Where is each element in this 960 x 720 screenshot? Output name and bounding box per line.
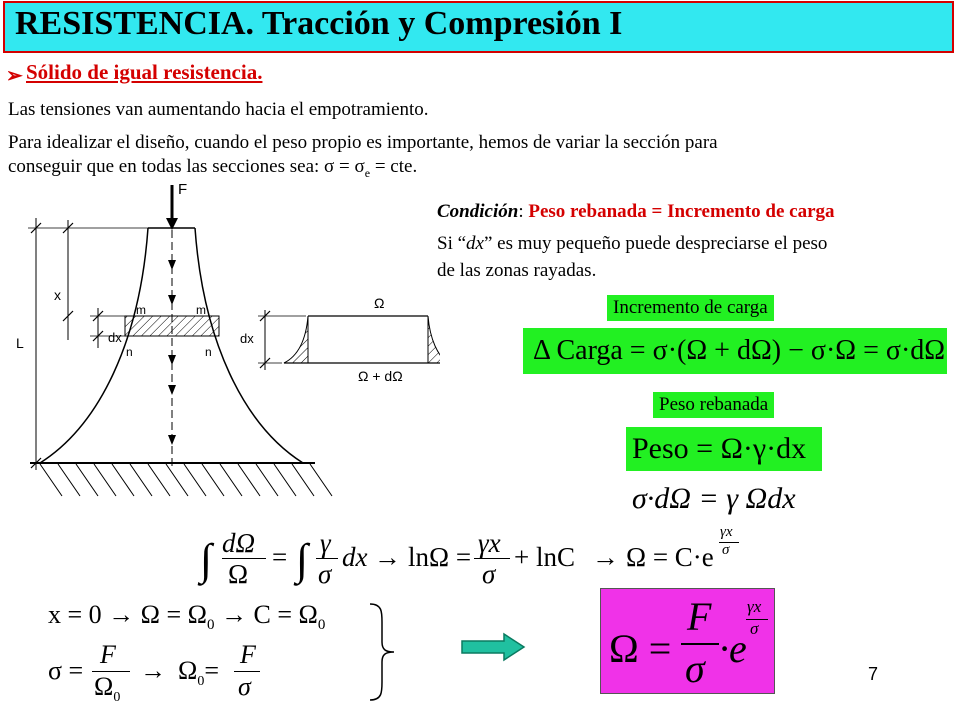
exp-den: σ: [722, 542, 730, 558]
frac4-num: F: [100, 640, 116, 669]
page-number: 7: [868, 664, 879, 684]
fig-label-n-right: n: [205, 345, 212, 359]
section-heading: Sólido de igual resistencia.: [26, 60, 263, 84]
eq-peso: Peso = Ω·γ·dx: [626, 427, 822, 471]
result-lhs: Ω =: [609, 626, 672, 671]
frac5-den: σ: [238, 672, 251, 701]
body-line-2: Para idealizar el diseño, cuando el peso propio es importante, hemos de variar la sección para: [8, 132, 718, 153]
fig-label-x: x: [54, 287, 61, 303]
body-line-1: Las tensiones van aumentando hacia el empotramiento.: [8, 99, 429, 120]
condition-line: [437, 200, 835, 223]
result-exp-den: σ: [750, 619, 759, 638]
integral-equals: =: [272, 542, 288, 572]
x0-c-text: → C = Ω: [214, 600, 318, 629]
result-num: F: [687, 594, 712, 639]
body-line-3-suffix: = cte.: [370, 156, 418, 177]
fig-label-m-right: m: [196, 303, 206, 317]
implies-arrow-icon: [460, 632, 526, 662]
condition-note-1: [437, 232, 827, 255]
frac4-den: [94, 672, 120, 706]
fig-label-dx: dx: [108, 330, 122, 345]
integral-sign-2: ∫: [296, 535, 309, 584]
frac2-den: σ: [318, 559, 332, 589]
fig-label-L: L: [16, 335, 24, 351]
eq-sigma-f: [48, 640, 268, 706]
note-var-dx: dx: [466, 233, 484, 254]
arrow-1: →: [374, 542, 401, 572]
result-exp-num: γx: [747, 597, 762, 616]
x0-text: x = 0 → Ω = Ω: [48, 600, 207, 629]
sigma-eq: σ =: [48, 656, 84, 685]
omega0-lhs: [178, 656, 219, 690]
frac3-den: σ: [482, 559, 496, 589]
omega-c-e: Ω = C·e: [626, 542, 714, 572]
x0-sub-2: 0: [317, 617, 326, 634]
fig-label-n-left: n: [126, 345, 133, 359]
condition-note-2: de las zonas rayadas.: [437, 260, 597, 281]
result-box: [600, 588, 775, 694]
frac1-den: Ω: [228, 559, 249, 589]
frac3-num: γx: [478, 528, 501, 558]
condition-colon: :: [518, 201, 529, 222]
omega0-symbol: Ω: [178, 656, 198, 685]
hatched-zone-right: [428, 316, 440, 363]
omega0-equals: =: [204, 656, 219, 685]
fig-label-m-left: m: [136, 303, 146, 317]
eq-equilibrio: σ·dΩ = γ Ωdx: [632, 482, 796, 515]
title-bar: [3, 1, 954, 53]
plus-lnC: + lnC: [514, 542, 575, 572]
condition-value: Peso rebanada = Incremento de carga: [528, 201, 835, 222]
frac2-num: γ: [320, 528, 331, 558]
result-den: σ: [685, 646, 705, 691]
x0-sub-1: 0: [206, 617, 215, 634]
omega0-lhs-sub: 0: [197, 674, 205, 690]
note-text-b: ” es muy pequeño puede despreciarse el peso: [483, 233, 828, 254]
incremento-label: Incremento de carga: [607, 295, 774, 321]
integral-sign-1: ∫: [200, 535, 213, 584]
ln-omega: lnΩ =: [408, 542, 472, 572]
omega0-den: Ω: [94, 672, 114, 701]
hatched-zone-left: [284, 316, 308, 363]
slide-title: RESISTENCIA. Tracción y Compresión I: [15, 5, 623, 42]
body-line-3-prefix: conseguir que en todas las secciones sea:: [8, 156, 325, 177]
omega0-den-sub: 0: [113, 690, 121, 706]
eq-x0: [48, 600, 325, 634]
integral-dx: dx: [342, 542, 368, 572]
arrow-bullet-icon: ➢: [6, 65, 23, 87]
exp-num: γx: [720, 524, 733, 540]
frac1-num: dΩ: [222, 528, 256, 558]
eq-delta-carga: Δ Carga = σ·(Ω + dΩ) − σ·Ω = σ·dΩ: [523, 328, 947, 374]
stress-condition: σ = σ: [324, 156, 365, 177]
frac5-num: F: [240, 640, 256, 669]
fig-label-F: F: [178, 181, 188, 198]
fig-label-omega-plus: Ω + dΩ: [358, 368, 403, 384]
condition-label: Condición: [437, 201, 519, 222]
result-exp-base: ·e: [719, 626, 747, 671]
arrow-3: →: [140, 656, 166, 685]
right-brace: [368, 602, 398, 702]
fig-label-omega: Ω: [374, 295, 385, 311]
peso-rebanada-label: Peso rebanada: [653, 392, 774, 418]
note-text-a: Si “: [437, 233, 467, 254]
fig-label-element-dx: dx: [240, 331, 254, 346]
stress-subscript: e: [364, 165, 371, 180]
solid-figure: [0, 180, 440, 515]
arrow-2: →: [592, 542, 619, 572]
